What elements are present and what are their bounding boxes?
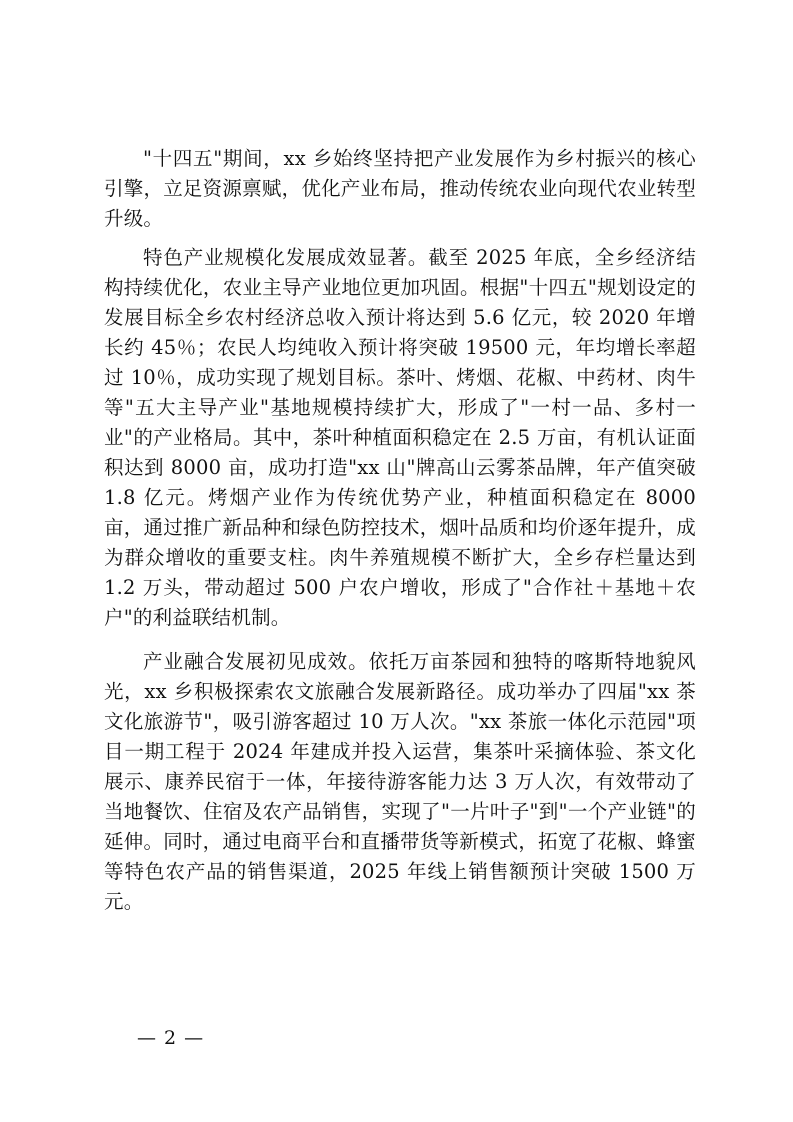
- paragraph-intro: "十四五"期间，xx 乡始终坚持把产业发展作为乡村振兴的核心引擎，立足资源禀赋，优化产业布局，推动传统农业向现代农业转型升级。: [104, 147, 696, 230]
- paragraph-industry-integration: 产业融合发展初见成效。依托万亩茶园和独特的喀斯特地貌风光，xx 乡积极探索农文旅融合发展新路径。成功举办了四届"xx 茶文化旅游节"，吸引游客超过 10 万人次。"xx 茶旅一体化示范园"项目一期工程于 2024 年建成并投入运营，集茶叶采摘体验、茶文化展示、康养民宿于一体，年接待游客能力达 3 万人次，有效带动了当地餐饮、住宿及农产品销售，实现了"一片叶子"到"一个产业链"的延伸。同时，通过电商平台和直播带货等新模式，拓宽了花椒、蜂蜜等特色农产品的销售渠道，2025 年线上销售额预计突破 1500 万元。: [104, 650, 696, 913]
- document-body: [104, 144, 696, 917]
- page-number: — 2 —: [137, 1027, 205, 1049]
- paragraph-specialty-industry: 特色产业规模化发展成效显著。截至 2025 年底，全乡经济结构持续优化，农业主导产业地位更加巩固。根据"十四五"规划设定的发展目标全乡农村经济总收入预计将达到 5.6 亿元，较 2020 年增长约 45％；农民人均纯收入预计将突破 19500 元，年均增长率超过 10％，成功实现了规划目标。茶叶、烤烟、花椒、中药材、肉牛等"五大主导产业"基地规模持续扩大，形成了"一村一品、多村一业"的产业格局。其中，茶叶种植面积稳定在 2.5 万亩，有机认证面积达到 8000 亩，成功打造"xx 山"牌高山云雾茶品牌，年产值突破 1.8 亿元。烤烟产业作为传统优势产业，种植面积稳定在 8000 亩，通过推广新品种和绿色防控技术，烟叶品质和均价逐年提升，成为群众增收的重要支柱。肉牛养殖规模不断扩大，全乡存栏量达到 1.2 万头，带动超过 500 户农户增收，形成了"合作社＋基地＋农户"的利益联结机制。: [104, 246, 696, 629]
